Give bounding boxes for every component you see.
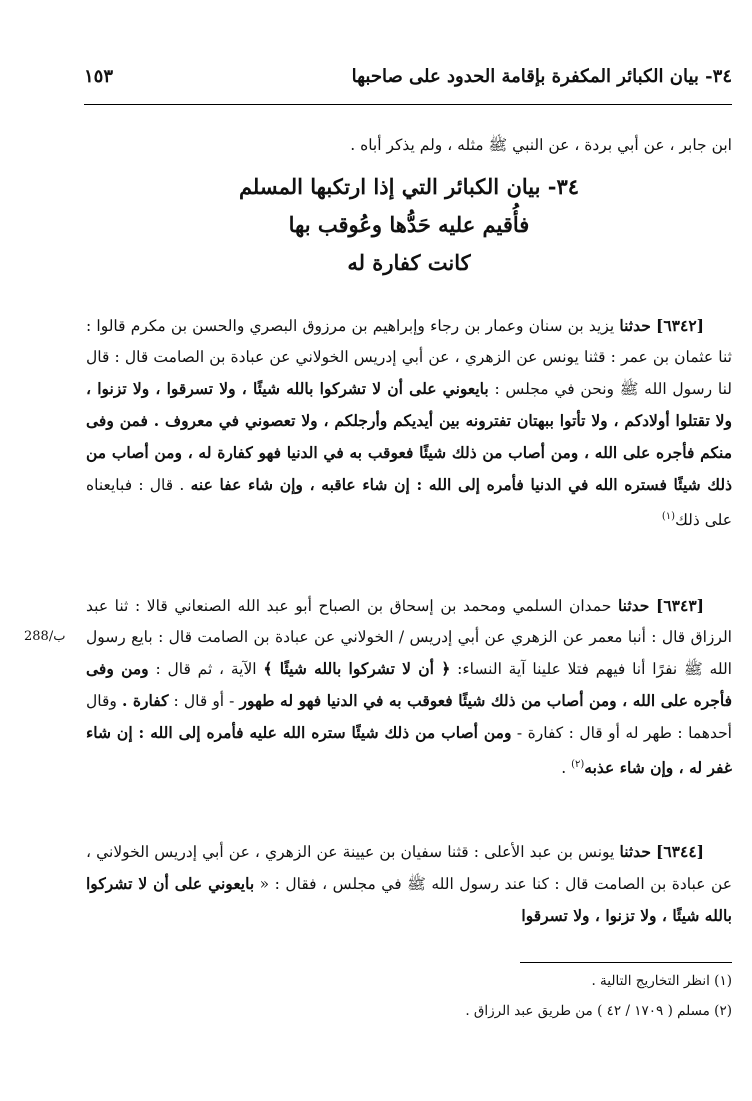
- manuscript-folio-note: 288/ب: [24, 629, 66, 644]
- matn-part-3: ومن أصاب من ذلك شيئًا ستره الله عليه فأمره إلى الله : إن شاء غفر له ، وإن شاء عذبه: [86, 723, 732, 778]
- variant-note: وقال أحدهما : طهر له أو قال : كفارة -: [86, 692, 732, 742]
- matn: بايعوني على أن لا تشركوا بالله شيئًا ، ولا تسرقوا ، ولا تزنوا ، ولا تقتلوا أولادكم ، ولا تأتوا ببهتان تفترونه بين أيديكم وأرجلكم ، ولا تعصوني في معروف . فمن وفى منكم فأجره على الله ، ومن أصاب من ذلك شيئًا فعوقب به في الدنيا فهو كفارة له ، ومن أصاب من ذلك شيئًا فستره الله في الدنيا فأمره إلى الله : إن شاء عاقبه ، وإن شاء عفا عنه: [86, 379, 732, 494]
- footnote-ref-2[interactable]: (٢): [571, 759, 585, 770]
- hadith-6344: [86, 836, 732, 932]
- header-title: ٣٤- بيان الكبائر المكفرة بإقامة الحدود على صاحبها: [351, 66, 732, 87]
- quran-quote: ﴿ أن لا تشركوا بالله شيئًا ﴾: [263, 659, 451, 678]
- footnote-rule: [520, 962, 732, 963]
- hadith-number: [٦٣٤٤]: [656, 842, 704, 861]
- matn-part-2: كفارة .: [121, 691, 169, 710]
- header-rule: [84, 104, 732, 105]
- haddathana: حدثنا: [617, 596, 650, 615]
- chapter-line-1: ٣٤- بيان الكبائر التي إذا ارتكبها المسلم: [238, 174, 580, 199]
- hadith-number: [٦٣٤٢]: [656, 316, 704, 335]
- hadith-number: [٦٣٤٣]: [656, 596, 704, 615]
- intro-line: [86, 130, 732, 161]
- matn: بايعوني على أن لا تشركوا بالله شيئًا ، ولا تزنوا ، ولا تسرقوا: [86, 874, 732, 925]
- or-said: - أو قال :: [173, 692, 235, 710]
- footnotes: [86, 966, 732, 1026]
- isnad: يزيد بن سنان وعمار بن رجاء وإبراهيم بن مرزوق البصري والحسن بن مكرم قالوا : ثنا عثمان بن عمر : قثنا يونس عن الزهري ، عن أبي إدريس الخولاني عن عبادة بن الصامت قال : قال لنا رسول الله ﷺ ونحن في مجلس :: [86, 317, 732, 398]
- mid-text: الآية ، ثم قال :: [155, 660, 257, 678]
- footnote-2: (٢) مسلم ( ١٧٠٩ / ٤٢ ) من طريق عبد الرزاق .: [465, 1003, 732, 1019]
- isnad: يونس بن عبد الأعلى : قثنا سفيان بن عيينة عن الزهري ، عن أبي إدريس الخولاني ، عن عبادة بن الصامت قال : كنا عند رسول الله ﷺ في مجلس ، فقال : «: [86, 843, 732, 893]
- haddathana: حدثنا: [619, 316, 651, 335]
- hadith-tail: . قال : فبايعناه على ذلك: [86, 476, 732, 530]
- intro-text: ابن جابر ، عن أبي بردة ، عن النبي ﷺ مثله ، ولم يذكر أباه .: [350, 136, 732, 154]
- end-mark: .: [561, 759, 567, 778]
- isnad: حمدان السلمي ومحمد بن إسحاق بن الصباح أبو عبد الله الصنعاني قالا : ثنا عبد الرزاق قال : أنبا معمر عن الزهري عن أبي إدريس / الخولاني عن عبادة بن الصامت قال : بايع رسول الله ﷺ نفرًا أنا فيهم فتلا علينا آية النساء:: [86, 597, 732, 678]
- footnote-1: (١) انظر التخاريج التالية .: [591, 973, 732, 989]
- page-number: ١٥٣: [84, 66, 114, 87]
- chapter-line-2: فأُقيم عليه حَدُّها وعُوقب بها: [288, 212, 530, 237]
- matn-part-1: ومن وفى فأجره على الله ، ومن أصاب من ذلك شيئًا فعوقب به في الدنيا فهو له طهور: [86, 659, 732, 710]
- footnote-ref-1[interactable]: (١): [661, 511, 676, 522]
- chapter-line-3: كانت كفارة له: [347, 250, 471, 275]
- haddathana: حدثنا: [619, 842, 651, 861]
- hadith-6342: [86, 310, 732, 536]
- running-header: [84, 66, 732, 104]
- chapter-heading: [86, 168, 732, 282]
- hadith-6343: [86, 590, 732, 784]
